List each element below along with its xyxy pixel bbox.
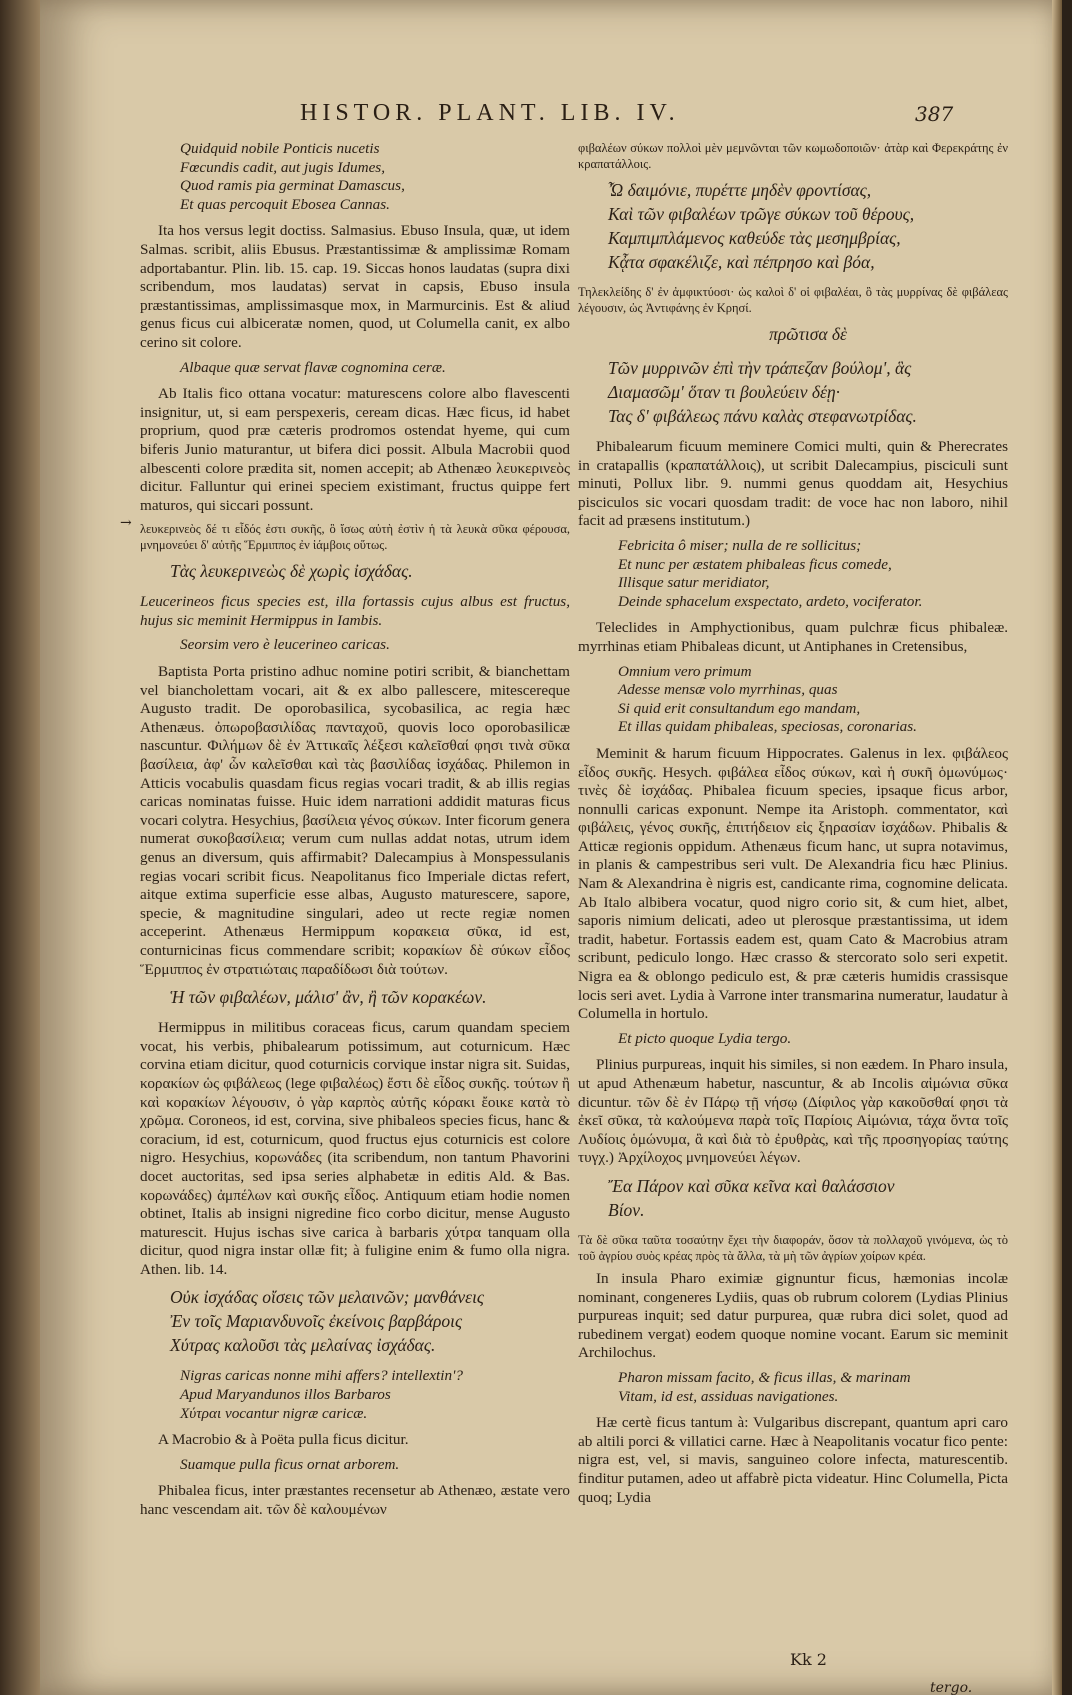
right-column <box>578 140 1008 1513</box>
paragraph: Plinius purpureas, inquit his similes, si non eædem. In Pharo insula, ut apud Athenæum habetur, nascuntur, & ab Incolis αἱμώνια σῦκα dicuntur. τῶν δὲ ἐν Πάρῳ τῇ νήσῳ (Δίφιλος γὰρ κακοῦσθαί φησι τὰ ἐκεῖ σῦκα, τὰ καλούμενα παρὰ τοῖς Παρίοις Αἱμώνια, τάχα ὄντα τοῖς Λυδίοις ὁμώνυμα, ἃ καὶ διὰ τὸ ἐρυθρὰς, καὶ τῆς προσηγορίας ταύτης τυγχ.) Ἀρχίλοχος μνημονεύει λέγων. <box>578 1056 1008 1167</box>
greek-line: Χύτρας καλοῦσι τὰς μελαίνας ἰσχάδας. <box>170 1335 436 1356</box>
catchword: tergo. <box>930 1680 973 1695</box>
verse-block <box>618 663 1008 737</box>
greek-quote: φιβαλέων σύκων πολλοὶ μὲν μεμνῶνται τῶν κωμωδοποιῶν· ἀτὰρ καὶ Φερεκράτης ἐν κραπατάλλοις. <box>578 141 1008 171</box>
verse-block <box>180 140 570 214</box>
greek-verse-block <box>608 178 1008 274</box>
greek-line: Ὦ δαιμόνιε, πυρέττε μηδὲν φροντίσας, <box>608 180 872 200</box>
verse-line: Febricita ô miser; nulla de re sollicitus; <box>618 536 862 554</box>
greek-line: Καμπιμπλάμενος καθεύδε τὰς μεσημβρίας, <box>608 228 901 248</box>
paragraph: Teleclides in Amphyctionibus, quam pulchræ ficus phibaleæ. myrrhinas etiam Phibaleas dicunt, ut Antiphanes in Cretensibus, <box>578 619 1008 655</box>
greek-line: Διαμασῶμ' ὅταν τι βουλεύειν δέῃ· <box>608 382 841 402</box>
verse-line: Et quas percoquit Ebosea Cannas. <box>180 195 390 213</box>
verse-line: Suamque pulla ficus ornat arborem. <box>180 1455 400 1473</box>
greek-verse: Τὰς λευκερινεὼς δὲ χωρὶς ἰσχάδας. <box>170 561 413 582</box>
book-page <box>40 0 1062 1695</box>
verse-line: Et picto quoque Lydia tergo. <box>618 1029 792 1047</box>
greek-quote: Τηλεκλείδης δ' ἐν ἀμφικτύοσι· ὡς καλοὶ δ' οἱ φιβαλέαι, ὃ τὰς μυρρίνας δὲ φιβάλεας λέγουσιν, ὡς Ἀντιφάνης ἐν Κρησί. <box>578 285 1008 315</box>
verse-line: Fœcundis cadit, aut jugis Idumes, <box>180 158 386 176</box>
book-spine <box>0 0 40 1695</box>
greek-line: Καὶ τῶν φιβαλέων τρῶγε σύκων τοῦ θέρους, <box>608 204 915 224</box>
greek-line: Τῶν μυρρινῶν ἐπὶ τὴν τράπεζαν βούλομ', ἃς <box>608 358 912 378</box>
paragraph: Leucerineos ficus species est, illa fortassis cujus albus est fructus, hujus sic meminit Hermippus in Iambis. <box>140 593 570 629</box>
paragraph: A Macrobio & à Poëta pulla ficus dicitur. <box>158 1431 409 1449</box>
paragraph: Hermippus in militibus coraceas ficus, carum quandam speciem vocat, his verbis, phibalearum potissimum, aut coturnicum. Hæc corvina etiam dicitur, quod coturnicis corvique instar nigra sit. Suidas, κορακίων ὡς φιβάλεως (lege φιβαλέως) ἔστι δὲ εἶδος συκῆς. τούτων ἢ καὶ κορακίων λέγουσιν, ὁ γὰρ καρπὸς αὐτῆς κόρακι ἔοικε κατὰ τὸ χρῶμα. Coroneos, id est, corvina, sive phibaleos species ficus, hanc & coracium, id est, coturnicum, quod fructus ejus coturnicis est colore nigro. Hesychius, κορωνάδες (ita scribendum, non tantum Phavorini docet auctoritas, sed ipsa series alphabetæ in editis Ald. & Bas. κορωνάδες) ἀμπέλων καὶ συκῆς εἶδος. Antiquum etiam hodie nomen obtinet, Italis ab insigni nigredine fico corbo dicitur, mense Augusto maturescit. Hujus ischas sive carica à barbaris χύτρα tanquam olla dicitur, quod nigra instar ollæ fit; à fuligine enim & fumo olla nigra. Athen. lib. 14. <box>140 1019 570 1278</box>
verse-line: Et illas quidam phibaleas, speciosas, coronarias. <box>618 718 917 736</box>
verse-line: Quod ramis pia germinat Damascus, <box>180 177 405 195</box>
page-number: 387 <box>915 102 954 126</box>
paragraph: Meminit & harum ficuum Hippocrates. Galenus in lex. φιβάλεος εἶδος συκῆς. Hesych. φιβάλεα εἶδος σύκων, καὶ ἡ συκῆ ὁμωνύμως· τινὲς δὲ ἰσχάδας. Phibalea ficuum species, ipsaque ficus arbor, nonnulli caricas exponunt. Nempe ita Aristoph. commentator, καὶ φιβάλεις, γένος συκῆς, ἐπιτήδειον εἰς ξηρασίαν ἰσχάδων. Phibalis & Atticæ regionis oppidum. Athenæus ficum hanc, ut supra notavimus, in planis & campestribus seri vult. De Alexandria ficu hæc Plinius. Nam & Alexandrina è nigris est, candicante rima, cognomine delicata. Ab Italo albibera vocatur, quod nigro corio sit, & cum hiet, albet, saporis nimium delicati, adeo ut plerosque præstantissima, ut idem tradit, habetur. Fortassis eadem est, quam Cato & Macrobius atram scribunt, pediculo longo. Hæc crasso & stercorato solo seri expetit. Nigra ea & oblongo pediculo est, & præ cæteris humidis crassisque locis seri avet. Lydia à Varrone inter transmarina numeratur, laudatur à Columella in hortulo. <box>578 744 1008 1023</box>
greek-line: Βίον. <box>608 1199 645 1220</box>
verse-line: Deinde sphacelum exspectato, ardeto, vociferator. <box>618 592 923 610</box>
verse-line: Nigras caricas nonne mihi affers? intellextin'? <box>180 1367 463 1385</box>
verse-line: Adesse mensæ volo myrrhinas, quas <box>618 681 838 699</box>
greek-verse-block <box>608 1174 1008 1222</box>
paragraph: In insula Pharo eximiæ gignuntur ficus, hæmonias incolæ nominant, congeneres Lydiis, quas ob rubrum colorem (Lydias Plinius purpureas inquit; sed datur purpurea, quæ rubra dici solet, quod ad rubedinem vergat) eodem quoque nomine vocant. Earum sic meminit Archilochus. <box>578 1269 1008 1362</box>
greek-verse: Ἡ τῶν φιβαλέων, μάλισ' ἂν, ἢ τῶν κορακέων. <box>170 987 487 1008</box>
greek-line: Κᾆτα σφακέλιζε, καὶ πέπρησο καὶ βόα, <box>608 252 875 272</box>
paragraph: Ita hos versus legit doctiss. Salmasius. Ebuso Insula, quæ, ut idem Salmas. scribit, aliis Ebusus. Præstantissimæ & amplissimæ Romam adportabantur. Plin. lib. 15. cap. 19. Siccas honos laudatas (supra dixi scribendum, mos laudatas) servat in capsis, Ebuso insula præstantissimas, amplissimasque mox, in Marmurcinis. Est & aliud genus ficus cui albiceratæ nomen, quod, ut Columella canit, ex albo cerino sit colore. <box>140 222 570 351</box>
greek-quote: λευκερινεὸς δέ τι εἶδός ἐστι συκῆς, ὃ ἴσως αὐτὴ ἐστὶν ἡ τὰ λευκὰ σῦκα φέρουσα, μνημονεύει δ' αὐτῆς Ἕρμιππος ἐν ἰάμβοις οὕτως. <box>140 522 570 553</box>
page-edge <box>1052 0 1062 1695</box>
left-column <box>140 140 570 1526</box>
paragraph: Phibalearum ficuum meminere Comici multi, quin & Pherecrates in cratapallis (κραπατάλλοις), ut scribit Dalecampius, pisciculi sunt minuti, Pollux libr. 9. nummi genus quoddam ait, Hesychius pisciculos sic vocari quosdam tradit: de voce hac non laboro, nihil facit ad præsens institutum.) <box>578 438 1008 530</box>
running-title: HISTOR. PLANT. LIB. IV. <box>300 100 680 126</box>
greek-line: Ἐν τοῖς Μαριανδυνοῖς ἐκείνοις βαρβάροις <box>170 1311 463 1332</box>
greek-line: Ἔα Πάρον καὶ σῦκα κεῖνα καὶ θαλάσσιον <box>608 1175 895 1196</box>
margin-mark: → <box>120 515 132 531</box>
greek-quote: Τὰ δὲ σῦκα ταῦτα τοσαύτην ἔχει τὴν διαφοράν, ὅσον τὰ πολλαχοῦ γινόμενα, ὡς τὸ τοῦ ἀγρίου συὸς κρέας πρὸς τὰ ἄλλα, τὰ μὴ τῶν ἀγρίων χοίρων κρέα. <box>578 1232 1008 1263</box>
greek-verse-block <box>608 356 1008 428</box>
verse-block <box>180 1367 570 1423</box>
verse-line: Quidquid nobile Ponticis nucetis <box>180 140 380 157</box>
verse-line: Apud Maryandunos illos Barbaros <box>180 1386 391 1404</box>
verse-line: Χύτραι vocantur nigræ caricæ. <box>180 1404 368 1422</box>
greek-line: Οὐκ ἰσχάδας οἴσεις τῶν μελαινῶν; μανθάνεις <box>170 1287 485 1308</box>
verse-line: Vitam, id est, assiduas navigationes. <box>618 1387 839 1405</box>
verse-line: Albaque quæ servat flavæ cognomina ceræ. <box>180 358 446 376</box>
verse-block <box>618 537 1008 611</box>
verse-line: Seorsim vero è leucerineo caricas. <box>180 636 390 654</box>
paragraph: Ab Italis fico ottana vocatur: maturescens colore albo flavescenti insignitur, ut, si eam perspexeris, ceream dicas. Hæc ficus, id habet proprium, quod præ cæteris prodromos ostendat hyeme, qui cum biferis Junio maturantur, ut bifera dici possit. Albula Macrobii quod albescenti colore prædita sit, nomen accepit; ab Athenæo λευκερινεὸς dicitur. Falluntur qui erinei speciem existimant, fructus quippe fert maturos, qui siccari possunt. <box>140 385 570 514</box>
signature-mark: Kk 2 <box>790 1650 827 1669</box>
greek-line: Τας δ' φιβάλεως πάνυ καλὰς στεφανωτρίδας. <box>608 406 917 426</box>
verse-line: Si quid erit consultandum ego mandam, <box>618 699 861 717</box>
paragraph: Phibalea ficus, inter præstantes recensetur ab Athenæo, æstate vero hanc vescendam ait. τῶν δὲ καλουμένων <box>140 1482 570 1519</box>
verse-line: Et nunc per æstatem phibaleas ficus comede, <box>618 555 892 573</box>
greek-verse-block <box>170 1285 570 1357</box>
verse-line: Omnium vero primum <box>618 662 752 680</box>
paragraph: Baptista Porta pristino adhuc nomine potiri scribit, & bianchettam vel biancholettam vocari, ait & ex albo pallescere, mitescereque Augusto tradit. De oporobasilica, sycobasilica, ac regia hæc Athenæus. ὀπωροβασιλίδας πανταχοῦ, quovis loco oporobasilicæ nascuntur. Φιλήμων δὲ ἐν Ἀττικαῖς λέξεσι καλεῖσθαί φησι τινὰ σῦκα βασίλεια, ἀφ' ὧν καλεῖσθαι καὶ τὰς βασιλίδας ἰσχάδας. Philemon in Atticis vocabulis quasdam ficus regias vocari tradit, & ab illis regias caricas nominatas fuisse. Huic idem narrationi addidit maturas ficus vocari colytra. Hesychius, βασίλεια γένος σύκων. Inter ficorum genera numerat συκοβασίλεια; verum cum nullas addat notas, utrum idem genus an diversum, quis affirmabit? Dalecampius à Monspessulanis regias vocari scribit ficus. Neapolitanus fico Imperiale dictas refert, aitque extima superficie esse albas, Augusto maturescere, sapore, specie, & magnitudine singulari, adeo ut recte regiæ nomen acceperint. Athenæus Hermippum κορακεια σῦκα, id est, conturnicinas ficus commendare scribit; κορακίων δὲ σύκων εἶδος Ἕρμιππος ἐν στρατιώταις παραδίδωσι διὰ τούτων. <box>140 663 570 978</box>
paragraph: Hæ certè ficus tantum à: Vulgaribus discrepant, quantum apri caro ab altili porci & villatici carne. Hæc à Neapolitanis vocatur fico pente: nigra est, vel, si mavis, sanguineo colore infecta, maturescentib. finditur putamen, adeo ut affabrè picta videatur. Hinc Columella, Picta quoq; Lydia <box>578 1414 1008 1506</box>
verse-line: Pharon missam facito, & ficus illas, & marinam <box>618 1368 911 1386</box>
verse-block <box>618 1369 1008 1406</box>
greek-line: πρῶτισα δὲ <box>769 324 847 344</box>
verse-line: Illisque satur meridiator, <box>618 574 770 592</box>
